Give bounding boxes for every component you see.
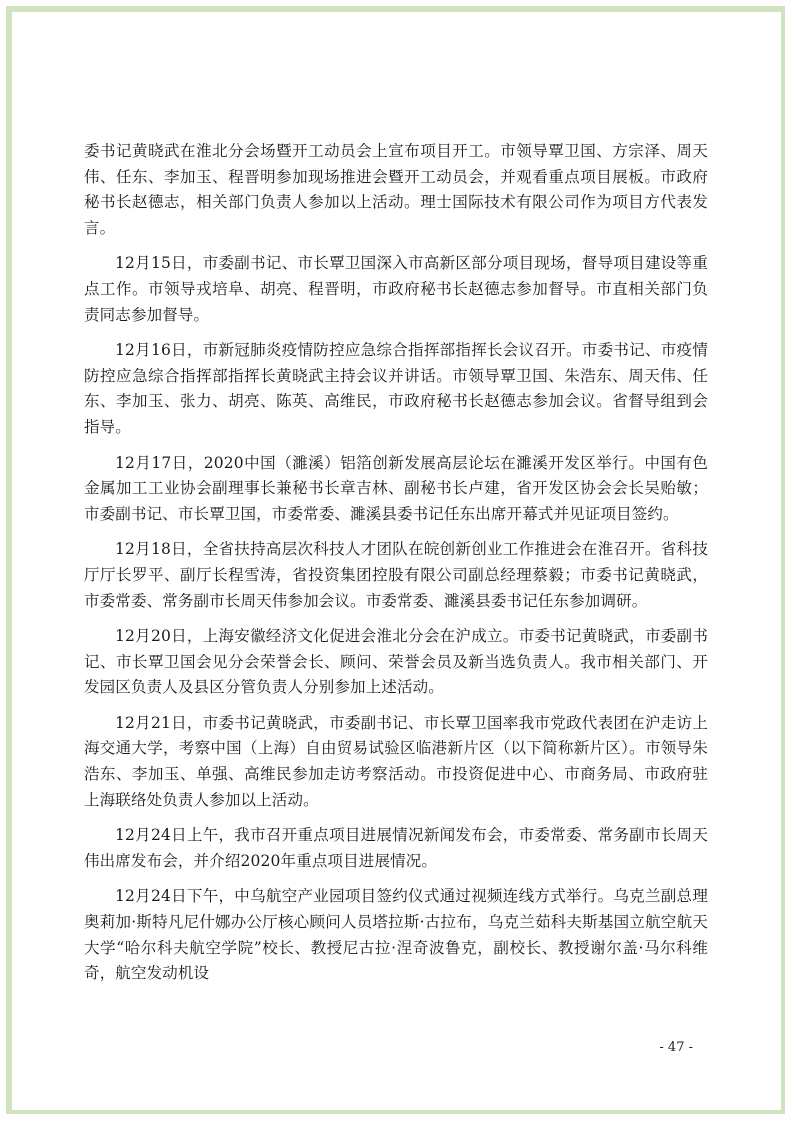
paragraph-continuation: 委书记黄晓武在淮北分会场暨开工动员会上宣布项目开工。市领导覃卫国、方宗泽、周天伟、任东、李加玉、程晋明参加现场推进会暨开工动员会，并观看重点项目展板。市政府秘书长赵德志，相关部门负责人参加以上活动。理士国际技术有限公司作为项目方代表发言。 <box>84 142 708 237</box>
paragraph-dec-15: 12月15日，市委副书记、市长覃卫国深入市高新区部分项目现场，督导项目建设等重点工作。市领导戎培阜、胡亮、程晋明，市政府秘书长赵德志参加督导。市直相关部门负责同志参加督导。 <box>84 254 708 324</box>
paragraph-dec-24-afternoon: 12月24日下午，中乌航空产业园项目签约仪式通过视频连线方式举行。乌克兰副总理奥莉加·斯特凡尼什娜办公厅核心顾问人员塔拉斯·古拉布，乌克兰茹科夫斯基国立航空航天大学“哈尔科夫航空学院”校长、教授尼古拉·涅奇波鲁克，副校长、教授谢尔盖·马尔科维奇，航空发动机设 <box>84 887 708 983</box>
paragraph-dec-17: 12月17日，2020中国（濉溪）铝箔创新发展高层论坛在濉溪开发区举行。中国有色金属加工工业协会副理事长兼秘书长章吉林、副秘书长卢建，省开发区协会会长吴贻敏；市委副书记、市长覃卫国，市委常委、濉溪县委书记任东出席开幕式并见证项目签约。 <box>84 453 708 523</box>
paragraph-dec-18: 12月18日，全省扶持高层次科技人才团队在皖创新创业工作推进会在淮召开。省科技厅厅长罗平、副厅长程雪涛，省投资集团控股有限公司副总经理蔡毅；市委书记黄晓武，市委常委、常务副市长周天伟参加会议。市委常委、濉溪县委书记任东参加调研。 <box>84 540 708 610</box>
document-body <box>84 139 708 997</box>
page-number: - 47 - <box>659 1040 693 1055</box>
paragraph-dec-16: 12月16日，市新冠肺炎疫情防控应急综合指挥部指挥长会议召开。市委书记、市疫情防控应急综合指挥部指挥长黄晓武主持会议并讲话。市领导覃卫国、朱浩东、周天伟、任东、李加玉、张力、胡亮、陈英、高维民，市政府秘书长赵德志参加会议。省督导组到会指导。 <box>84 341 708 436</box>
paragraph-dec-21: 12月21日，市委书记黄晓武，市委副书记、市长覃卫国率我市党政代表团在沪走访上海交通大学，考察中国（上海）自由贸易试验区临港新片区（以下简称新片区）。市领导朱浩东、李加玉、单强、高维民参加走访考察活动。市投资促进中心、市商务局、市政府驻上海联络处负责人参加以上活动。 <box>84 713 708 809</box>
paragraph-dec-20: 12月20日，上海安徽经济文化促进会淮北分会在沪成立。市委书记黄晓武，市委副书记、市长覃卫国会见分会荣誉会长、顾问、荣誉会员及新当选负责人。我市相关部门、开发园区负责人及县区分管负责人分别参加上述活动。 <box>84 627 708 697</box>
paragraph-dec-24-morning: 12月24日上午，我市召开重点项目进展情况新闻发布会，市委常委、常务副市长周天伟出席发布会，并介绍2020年重点项目进展情况。 <box>84 826 708 870</box>
